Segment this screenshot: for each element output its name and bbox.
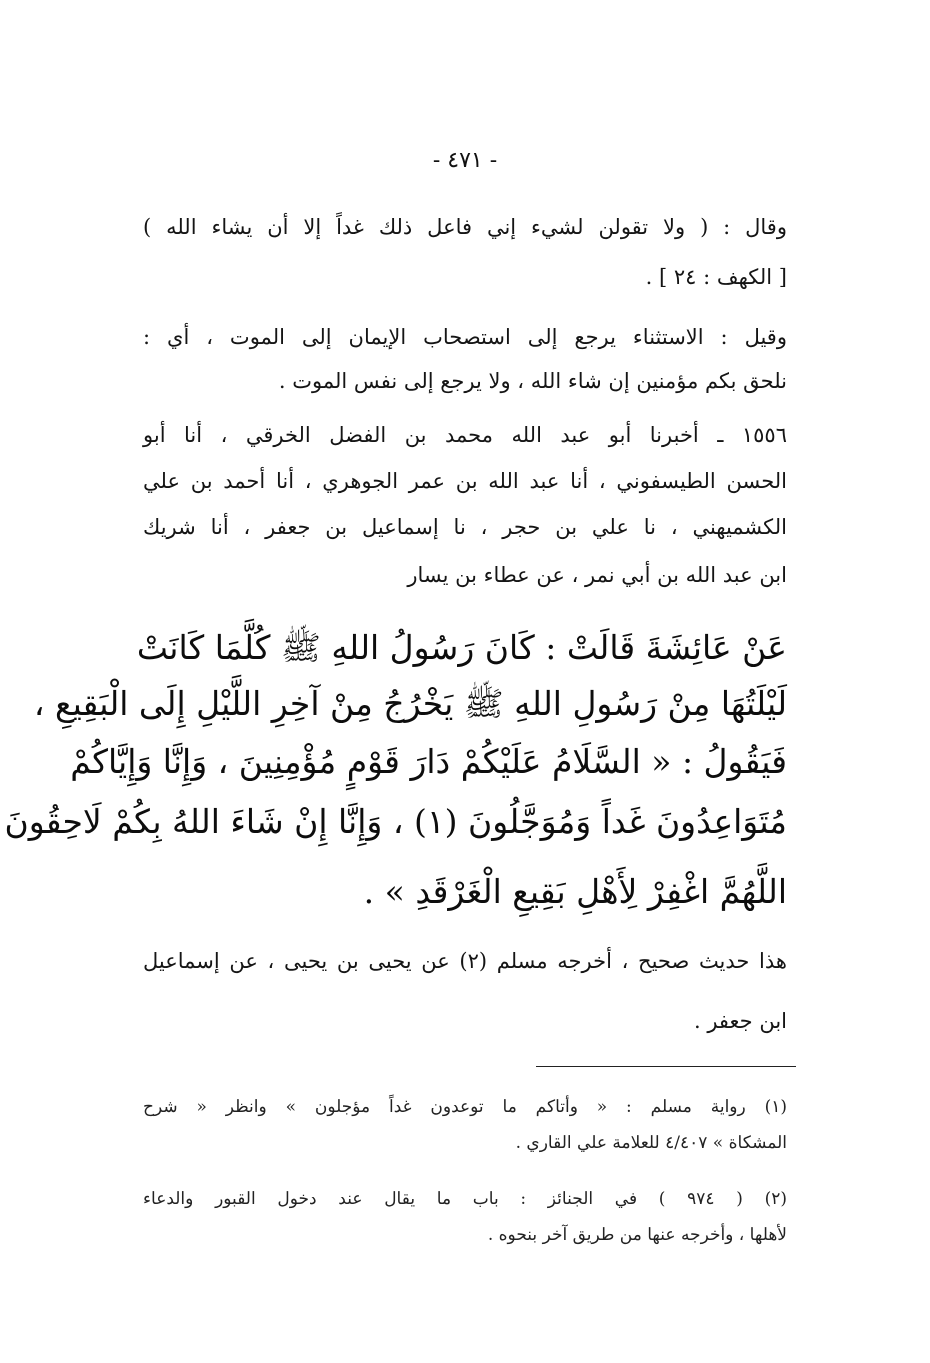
hadith-line-2: لَيْلَتُهَا مِنْ رَسُولِ اللهِ ﷺ يَخْرُجُ مِنْ آخِرِ اللَّيْلِ إِلَى الْبَقِيعِ ،	[33, 684, 787, 723]
quote-line-2: [ الكهف : ٢٤ ] .	[645, 265, 787, 289]
hadith-line-1: عَنْ عَائِشَةَ قَالَتْ : كَانَ رَسُولُ اللهِ ﷺ كُلَّمَا كَانَتْ	[136, 628, 787, 667]
isnad-line-4: ابن عبد الله بن أبي نمر ، عن عطاء بن يسار	[407, 563, 787, 587]
isnad-line-2: الحسن الطيسفوني ، أنا عبد الله بن عمر الجوهري ، أنا أحمد بن علي	[143, 469, 787, 493]
hadith-line-5: اللَّهُمَّ اغْفِرْ لِأَهْلِ بَقِيعِ الْغَرْقَدِ » .	[363, 872, 787, 911]
hadith-line-4: مُتَوَاعِدُونَ غَداً وَمُوَجَّلُونَ (١) ، وَإِنَّا إِنْ شَاءَ اللهُ بِكُمْ لَاحِقُونَ	[4, 802, 787, 841]
istithna-line-1: وقيل : الاستثناء يرجع إلى استصحاب الإيمان إلى الموت ، أي :	[143, 325, 787, 349]
footnote-1-line-1: (١) رواية مسلم : « وأتاكم ما توعدون غداً مؤجلون » وانظر « شرح	[143, 1097, 787, 1117]
isnad-line-1: ١٥٥٦ ـ أخبرنا أبو عبد الله محمد بن الفضل الخرقي ، أنا أبو	[143, 423, 787, 447]
quote-line-1: وقال : ( ولا تقولن لشيء إني فاعل ذلك غداً إلا أن يشاء الله )	[143, 215, 787, 239]
footnote-separator	[536, 1066, 796, 1067]
hadith-line-3: فَيَقُولُ : « السَّلَامُ عَلَيْكُمْ دَارَ قَوْمٍ مُؤْمِنِينَ ، وَإِنَّا وَإِيَّاكُمْ	[70, 742, 787, 781]
takhrij-line-1: هذا حديث صحيح ، أخرجه مسلم (٢) عن يحيى بن يحيى ، عن إسماعيل	[143, 949, 787, 973]
footnote-2-line-2: لأهلها ، وأخرجه عنها من طريق آخر بنحوه .	[487, 1225, 787, 1245]
footnote-2-line-1: (٢) ( ٩٧٤ ) في الجنائز : باب ما يقال عند دخول القبور والدعاء	[143, 1189, 787, 1209]
istithna-line-2: نلحق بكم مؤمنين إن شاء الله ، ولا يرجع إلى نفس الموت .	[278, 369, 787, 393]
takhrij-line-2: ابن جعفر .	[693, 1009, 787, 1033]
isnad-line-3: الكشميهني ، نا علي بن حجر ، نا إسماعيل بن جعفر ، أنا شريك	[143, 515, 787, 539]
page-number: - ٤٧١ -	[432, 148, 498, 173]
footnote-1-line-2: المشكاة » ٤/٤٠٧ للعلامة علي القاري .	[515, 1133, 787, 1153]
